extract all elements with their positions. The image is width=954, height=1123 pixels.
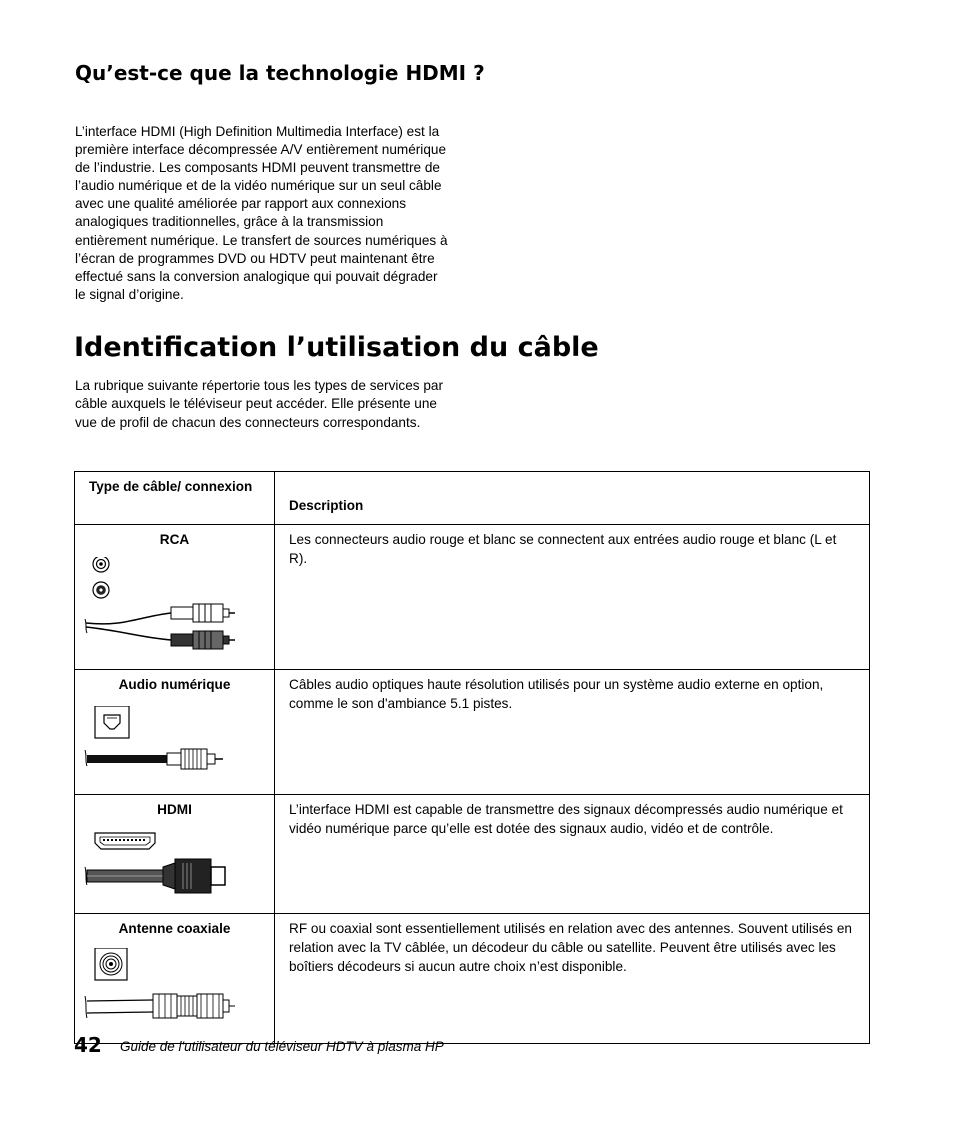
cable-description: L’interface HDMI est capable de transmettre des signaux décompressés audio numérique et vidéo numérique parce qu’elle est dotée des signaux audio, vidéo et de contrôle. <box>275 795 870 914</box>
cable-description: Les connecteurs audio rouge et blanc se connectent aux entrées audio rouge et blanc (L et R). <box>275 525 870 670</box>
cable-name: Antenne coaxiale <box>118 921 231 936</box>
page-heading: Identification l’utilisation du câble <box>74 332 599 363</box>
cable-table <box>74 471 870 1044</box>
cable-type-cell <box>75 525 275 670</box>
cable-description: Câbles audio optiques haute résolution utilisés pour un système audio externe en option, comme le son d'ambiance 5.1 pistes. <box>275 670 870 795</box>
hdmi-connector-icon <box>83 829 243 905</box>
table-row <box>75 525 870 670</box>
page-footer <box>74 1031 894 1061</box>
cable-name: HDMI <box>157 802 192 817</box>
header-description-label: Description <box>289 498 364 513</box>
rca-connector-icon <box>83 557 243 653</box>
header-type: Type de câble/ connexion <box>75 472 275 525</box>
table-row <box>75 670 870 795</box>
optical-connector-icon <box>83 706 243 786</box>
cable-description: RF ou coaxial sont essentiellement utilisés en relation avec des antennes. Souvent utilisés en relation avec la TV câblée, un décodeur du câble ou satellite. Peuvent être utilisés avec les boîtiers décodeurs si aucun autre choix n’est disponible. <box>275 914 870 1044</box>
lead-paragraph: La rubrique suivante répertorie tous les types de services par câble auxquels le téléviseur peut accéder. Elle présente une vue de profil de chacun des connecteurs correspondants. <box>75 378 443 430</box>
header-description <box>275 472 870 525</box>
page-number: 42 <box>74 1033 102 1057</box>
section-body: L’interface HDMI (High Definition Multimedia Interface) est la première interface décompressée A/V entièrement numérique de l’industrie. Les composants HDMI peuvent transmettre de l’audio numérique et de la vidéo numérique sur un seul câble avec une qualité améliorée par rapport aux connexions analogiques traditionnelles, grâce à la transmission entièrement numérique. Le transfert de sources numériques à l’écran de programmes DVD ou HDTV peut maintenant être effectué sans la conversion analogique qui pouvait dégrader le signal d’origine. <box>75 124 448 302</box>
cable-type-cell <box>75 914 275 1044</box>
cable-type-cell <box>75 670 275 795</box>
cable-type-cell <box>75 795 275 914</box>
table-row <box>75 795 870 914</box>
cable-name: Audio numérique <box>118 677 231 692</box>
footer-title: Guide de l'utilisateur du téléviseur HDTV à plasma HP <box>120 1039 444 1054</box>
table-row <box>75 914 870 1044</box>
table-header-row <box>75 472 870 525</box>
cable-name: RCA <box>159 532 190 547</box>
section-title: Qu’est-ce que la technologie HDMI ? <box>75 61 485 85</box>
coaxial-connector-icon <box>83 948 243 1034</box>
